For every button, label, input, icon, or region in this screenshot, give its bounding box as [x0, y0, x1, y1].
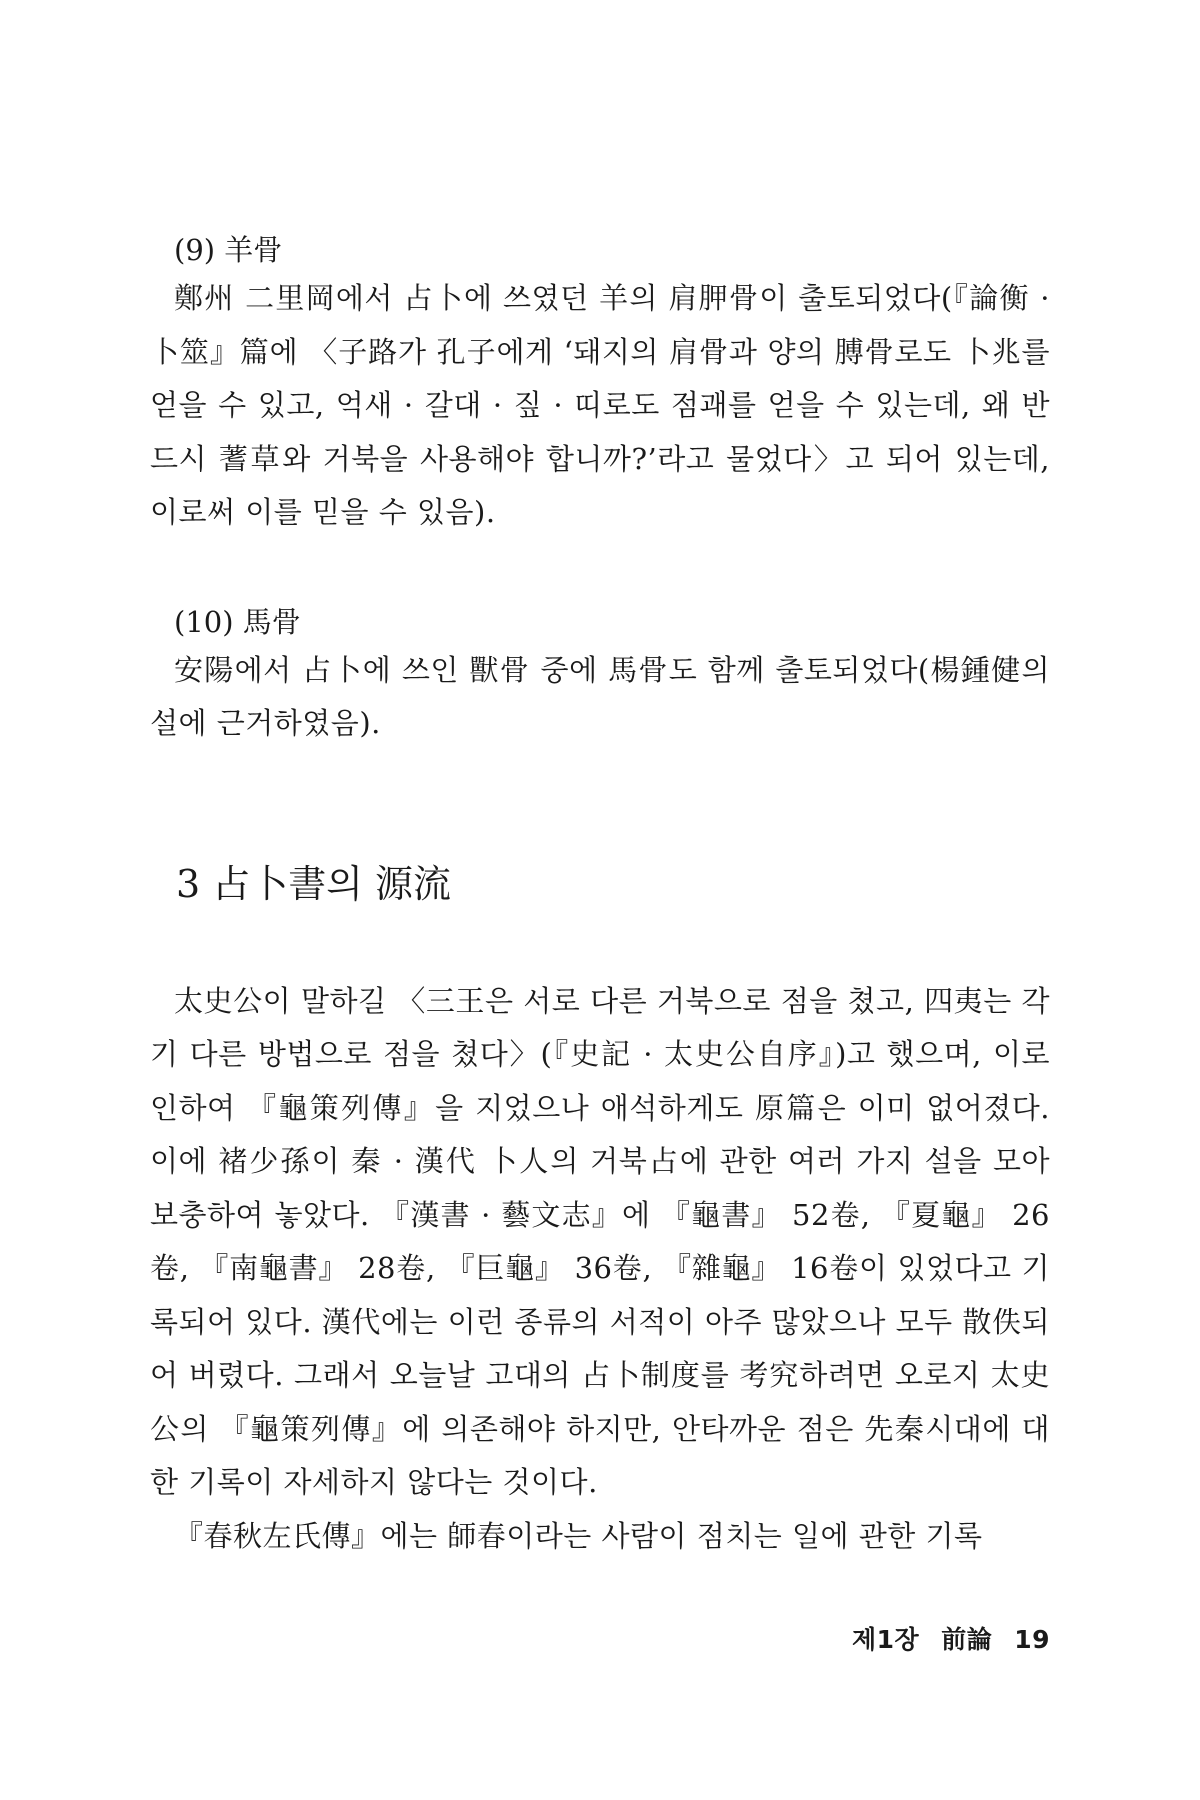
paragraph-section3-1: 太史公이 말하길 〈三王은 서로 다른 거북으로 점을 쳤고, 四夷는 각기 다른 방법으로 점을 쳤다〉(『史記 · 太史公自序』)고 했으며, 이로 인하여 『龜策列傳』을 지었으나 애석하게도 原篇은 이미 없어졌다. 이에 褚少孫이 秦 · 漢代 卜人의 거북占에 관한 여러 가지 설을 모아 보충하여 놓았다. 『漢書 · 藝文志』에 『龜書』 52卷, 『夏龜』 26卷, 『南龜書』 28卷, 『巨龜』 36卷, 『雜龜』 16卷이 있었다고 기록되어 있다. 漢代에는 이런 종류의 서적이 아주 많았으나 모두 散佚되어 버렸다. 그래서 오늘날 고대의 占卜制度를 考究하려면 오로지 太史公의 『龜策列傳』에 의존해야 하지만, 안타까운 점은 先秦시대에 대한 기록이 자세하지 않다는 것이다.: [150, 983, 1050, 1499]
subsection-heading-sheep-bone: (9) 羊骨: [174, 233, 283, 267]
subsection-heading-horse-bone: (10) 馬骨: [174, 604, 301, 639]
paragraph-horse-bone: 安陽에서 占卜에 쓰인 獸骨 중에 馬骨도 함께 출토되었다(楊鍾健의 설에 근거하였음).: [150, 652, 1050, 740]
page-number: 19: [1014, 1625, 1050, 1654]
page-footer: [852, 1620, 1050, 1656]
paragraph-sheep-bone: 鄭州 二里岡에서 占卜에 쓰였던 羊의 肩胛骨이 출토되었다(『論衡 · 卜筮』篇에 〈子路가 孔子에게 ‘돼지의 肩骨과 양의 膊骨로도 卜兆를 얻을 수 있고, 억새 · 갈대 · 짚 · 띠로도 점괘를 얻을 수 있는데, 왜 반드시 蓍草와 거북을 사용해야 합니까?’라고 물었다〉고 되어 있는데, 이로써 이를 믿을 수 있음).: [150, 281, 1050, 529]
page-body: [150, 228, 1050, 1563]
chapter-title: 前論: [941, 1625, 993, 1654]
section-title: 3 占卜書의 源流: [176, 861, 452, 906]
chapter-label: 제1장: [851, 1625, 920, 1654]
paragraph-section3-2: 『春秋左氏傳』에는 師春이라는 사람이 점치는 일에 관한 기록: [174, 1518, 983, 1553]
